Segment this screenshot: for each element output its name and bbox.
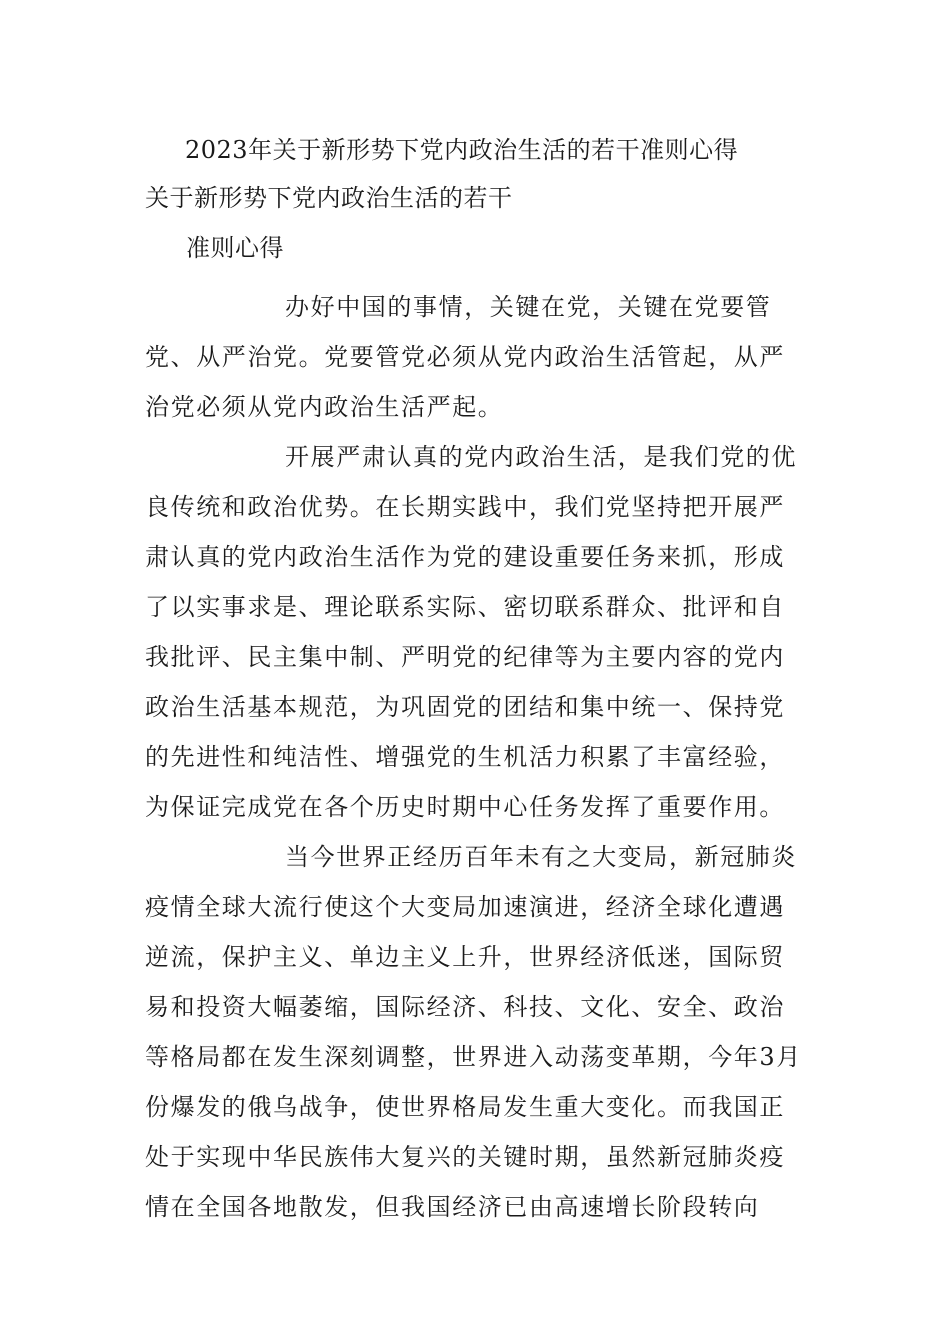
paragraph: 当今世界正经历百年未有之大变局，新冠肺炎疫情全球大流行使这个大变局加速演进，经济全球化遭遇逆流，保护主义、单边主义上升，世界经济低迷，国际贸易和投资大幅萎缩，国际经济、科技、文化、安全、政治等格局都在发生深刻调整，世界进入动荡变革期，今年3月份爆发的俄乌战争，使世界格局发生重大变化。而我国正处于实现中华民族伟大复兴的关键时期，虽然新冠肺炎疫情在全国各地散发，但我国经济已由高速增长阶段转向 bbox=[145, 843, 802, 1221]
document-subtitle-line-2: 准则心得 bbox=[186, 234, 284, 262]
paragraph: 开展严肃认真的党内政治生活，是我们党的优良传统和政治优势。在长期实践中，我们党坚持把开展严肃认真的党内政治生活作为党的建设重要任务来抓，形成了以实事求是、理论联系实际、密切联系群众、批评和自我批评、民主集中制、严明党的纪律等为主要内容的党内政治生活基本规范，为巩固党的团结和集中统一、保持党的先进性和纯洁性、增强党的生机活力积累了丰富经验，为保证完成党在各个历史时期中心任务发挥了重要作用。 bbox=[145, 443, 797, 821]
document-title: 2023年关于新形势下党内政治生活的若干准则心得 bbox=[185, 136, 739, 164]
paragraph: 办好中国的事情，关键在党，关键在党要管党、从严治党。党要管党必须从党内政治生活管起，从严治党必须从党内政治生活严起。 bbox=[145, 293, 785, 421]
document-subtitle-line-1: 关于新形势下党内政治生活的若干 bbox=[145, 184, 513, 212]
document-body bbox=[145, 282, 809, 1232]
